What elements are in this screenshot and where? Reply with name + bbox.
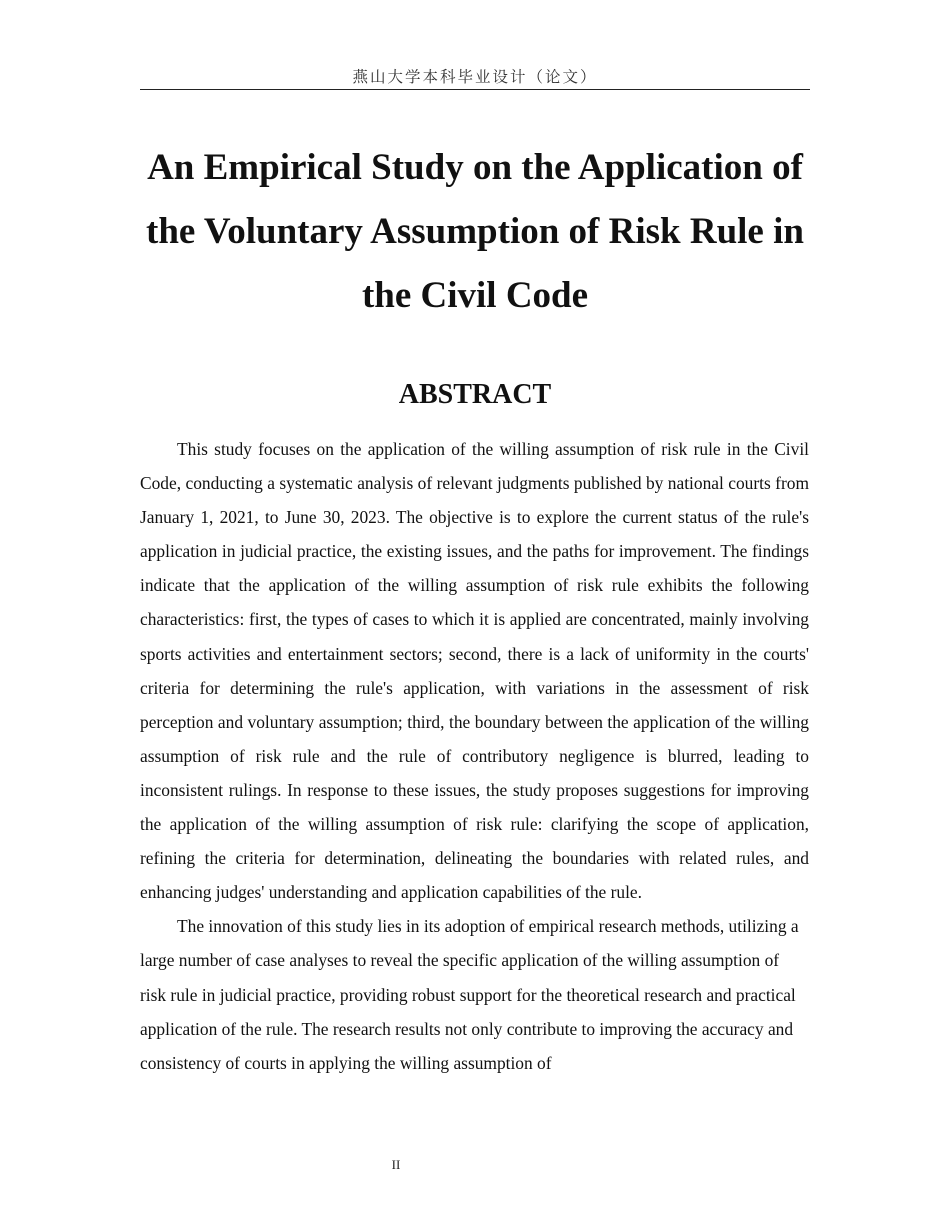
title-line-2: the Voluntary Assumption of Risk Rule in — [146, 211, 804, 252]
header-text: 燕山大学本科毕业设计（论文） — [352, 68, 598, 86]
thesis-title — [135, 136, 815, 328]
abstract-heading: ABSTRACT — [398, 379, 552, 410]
title-line-1: An Empirical Study on the Application of — [147, 147, 803, 188]
page-number: II — [391, 1157, 401, 1172]
page-header — [140, 66, 810, 90]
abstract-body — [140, 432, 809, 1080]
abstract-paragraph-2: The innovation of this study lies in its adoption of empirical research methods, utilizing a large number of case analyses to reveal the specific application of the willing assumption of risk rule in judicial practice, providing robust support for the theoretical research and practical application of the rule. The research results not only contribute to improving the accuracy and consistency of courts in applying the willing assumption of — [140, 916, 799, 1073]
title-line-3: the Civil Code — [361, 275, 589, 316]
abstract-paragraph-1: This study focuses on the application of the willing assumption of risk rule in the Civil Code, conducting a systematic analysis of relevant judgments published by national courts from January 1, 2021, to June 30, 2023. The objective is to explore the current status of the rule's application in judicial practice, the existing issues, and the paths for improvement. The findings indicate that the application of the willing assumption of risk rule exhibits the following characteristics: first, the types of cases to which it is applied are concentrated, mainly involving sports activities and entertainment sectors; second, there is a lack of uniformity in the courts' criteria for determining the rule's application, with variations in the assessment of risk perception and voluntary assumption; third, the boundary between the application of the willing assumption of risk rule and the rule of contributory negligence is blurred, leading to inconsistent rulings. In response to these issues, the study proposes suggestions for improving the application of the willing assumption of risk rule: clarifying the scope of application, refining the criteria for determination, delineating the boundaries with related rules, and enhancing judges' understanding and application capabilities of the rule. — [140, 439, 809, 903]
